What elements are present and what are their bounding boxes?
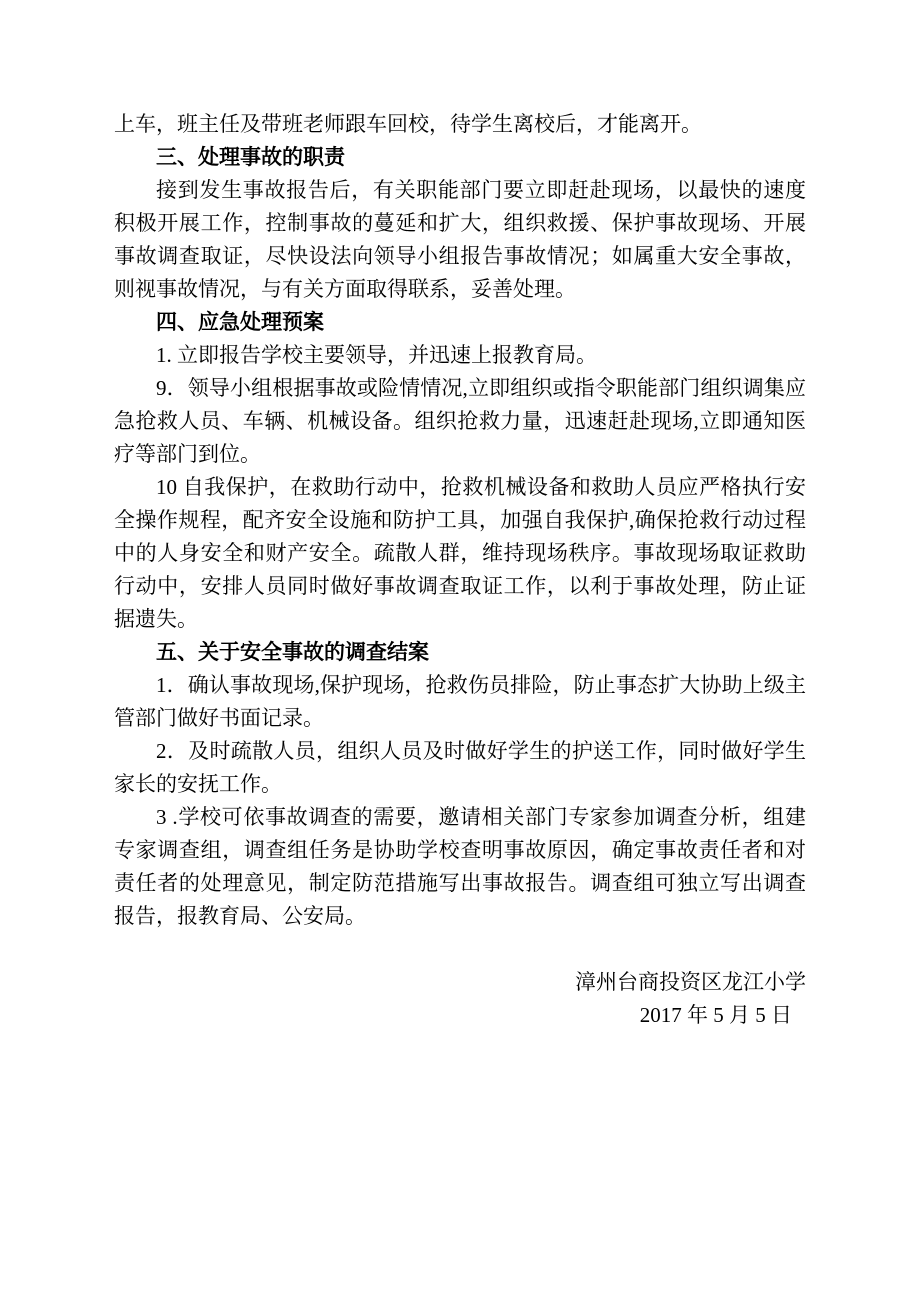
section-heading-3: 三、处理事故的职责 (156, 145, 345, 169)
section-heading-5: 五、关于安全事故的调查结案 (156, 640, 429, 664)
document-body (114, 108, 806, 1032)
paragraph-continuation: 上车，班主任及带班老师跟车回校，待学生离校后，才能离开。 (114, 112, 702, 136)
paragraph: 10 自我保护，在救助行动中，抢救机械设备和救助人员应严格执行安全操作规程，配齐安全设施和防护工具，加强自我保护,确保抢救行动过程中的人身安全和财产安全。疏散人群，维持现场秩序。事故现场取证救助行动中，安排人员同时做好事故调查取证工作，以利于事故处理，防止证据遗失。 (114, 475, 806, 631)
paragraph: 1. 立即报告学校主要领导，并迅速上报教育局。 (156, 343, 597, 367)
paragraph: 1．确认事故现场,保护现场，抢救伤员排险，防止事态扩大协助上级主管部门做好书面记录。 (114, 673, 806, 730)
date-line: 2017 年 5 月 5 日 (639, 1003, 792, 1027)
paragraph: 3 .学校可依事故调查的需要，邀请相关部门专家参加调查分析，组建专家调查组，调查组任务是协助学校查明事故原因，确定事故责任者和对责任者的处理意见，制定防范措施写出事故报告。调查组可独立写出调查报告，报教育局、公安局。 (114, 805, 806, 928)
paragraph: 9．领导小组根据事故或险情情况,立即组织或指令职能部门组织调集应急抢救人员、车辆、机械设备。组织抢救力量，迅速赶赴现场,立即通知医疗等部门到位。 (114, 376, 806, 466)
paragraph: 2．及时疏散人员，组织人员及时做好学生的护送工作，同时做好学生家长的安抚工作。 (114, 739, 806, 796)
section-heading-4: 四、应急处理预案 (156, 310, 324, 334)
paragraph: 接到发生事故报告后，有关职能部门要立即赶赴现场，以最快的速度积极开展工作，控制事故的蔓延和扩大，组织救援、保护事故现场、开展事故调查取证，尽快设法向领导小组报告事故情况；如属重大安全事故，则视事故情况，与有关方面取得联系，妥善处理。 (114, 178, 806, 301)
signature-line: 漳州台商投资区龙江小学 (575, 970, 806, 994)
